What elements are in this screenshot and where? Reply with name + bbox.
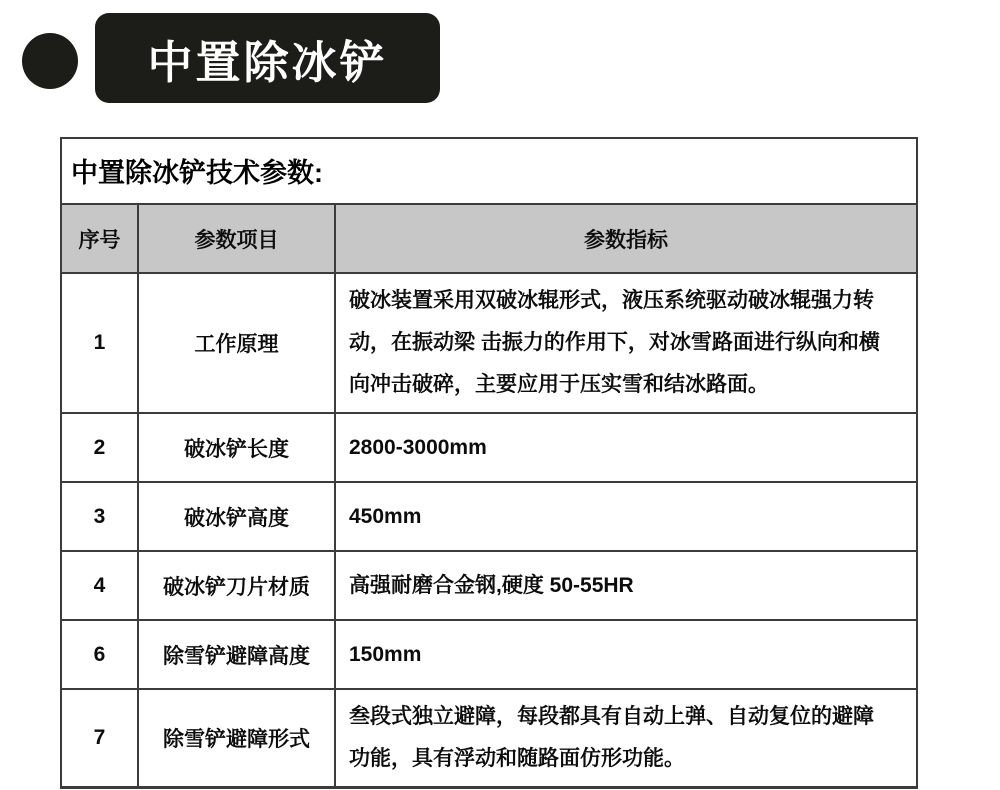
spec-panel — [60, 137, 918, 789]
table-row — [62, 273, 916, 413]
cell-value: 150mm — [335, 620, 916, 689]
table-row — [62, 689, 916, 786]
cell-item: 破冰铲长度 — [138, 413, 335, 482]
banner — [95, 13, 440, 103]
cell-item: 工作原理 — [138, 273, 335, 413]
table-row — [62, 551, 916, 620]
cell-value: 2800-3000mm — [335, 413, 916, 482]
table-row — [62, 620, 916, 689]
cell-no: 4 — [62, 551, 138, 620]
cell-item: 除雪铲避障形式 — [138, 689, 335, 786]
header-cell-value: 参数指标 — [335, 204, 916, 273]
cell-no: 7 — [62, 689, 138, 786]
cell-item: 破冰铲刀片材质 — [138, 551, 335, 620]
header-cell-no: 序号 — [62, 204, 138, 273]
cell-value: 叁段式独立避障，每段都具有自动上弹、自动复位的避障 功能，具有浮动和随路面仿形功能。 — [335, 689, 916, 786]
bullet-dot-icon — [22, 33, 78, 89]
banner-title: 中置除冰铲 — [147, 36, 388, 88]
panel-title: 中置除冰铲技术参数: — [71, 158, 323, 188]
table-row — [62, 482, 916, 551]
cell-value: 高强耐磨合金钢,硬度 50-55HR — [335, 551, 916, 620]
cell-no: 6 — [62, 620, 138, 689]
cell-no: 1 — [62, 273, 138, 413]
table-header-row — [62, 204, 916, 273]
spec-table — [62, 203, 916, 786]
cell-no: 3 — [62, 482, 138, 551]
cell-item: 破冰铲高度 — [138, 482, 335, 551]
cell-item: 除雪铲避障高度 — [138, 620, 335, 689]
table-row — [62, 413, 916, 482]
cell-value: 450mm — [335, 482, 916, 551]
header-cell-item: 参数项目 — [138, 204, 335, 273]
cell-no: 2 — [62, 413, 138, 482]
cell-value: 破冰装置采用双破冰辊形式，液压系统驱动破冰辊强力转动，在振动梁 击振力的作用下，对冰雪路面进行纵向和横向冲击破碎，主要应用于压实雪和结冰路面。 — [335, 273, 916, 413]
